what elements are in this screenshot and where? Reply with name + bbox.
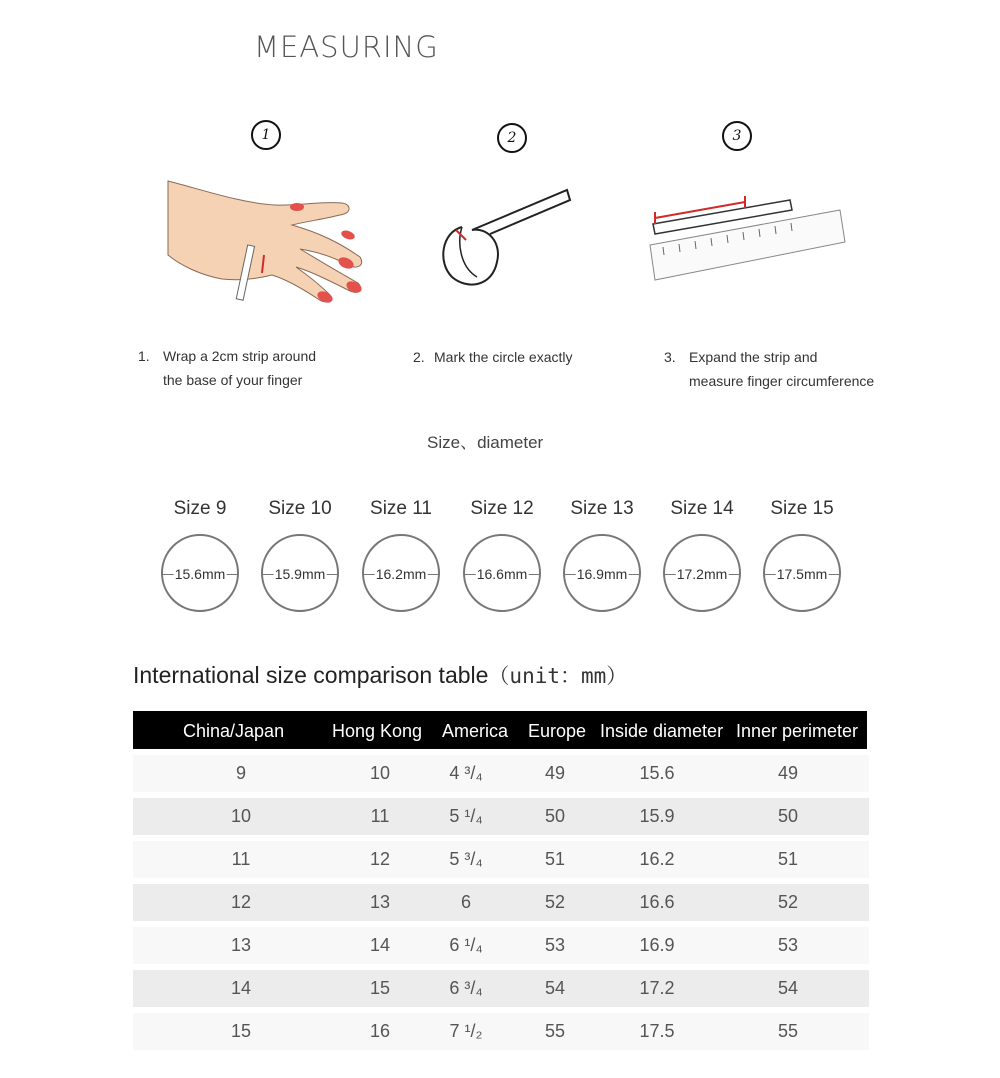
table-title: International size comparison table（unit：mm） xyxy=(133,662,628,688)
size-circle: 15.9mm xyxy=(261,534,339,612)
size-item xyxy=(552,495,652,612)
col-header-hong-kong: Hong Kong xyxy=(332,721,423,741)
strip-loop-illustration xyxy=(432,182,577,297)
size-item xyxy=(752,495,852,612)
col-header-inner-perimeter: Inner perimeter xyxy=(736,721,859,741)
size-circle: 17.5mm xyxy=(763,534,841,612)
size-circle: 15.6mm xyxy=(161,534,239,612)
size-label: Size 9 xyxy=(173,498,227,519)
instruction-1: 1. Wrap a 2cm strip around the base of your finger xyxy=(138,348,317,388)
table-unit: （unit：mm） xyxy=(488,664,628,688)
table-row: 13 14 6 ¹/₄ 53 16.9 53 xyxy=(133,927,869,964)
step-1-badge: 1 xyxy=(251,120,281,150)
table-row: 9 10 4 ³/₄ 49 15.6 49 xyxy=(133,755,869,792)
size-item xyxy=(452,495,552,612)
col-header-america: America xyxy=(442,721,509,741)
page-title: MEASURING xyxy=(254,30,439,64)
size-item xyxy=(150,495,250,612)
size-label: Size 12 xyxy=(470,498,534,519)
instruction-2: 2. Mark the circle exactly xyxy=(413,349,573,365)
table-header xyxy=(133,711,867,749)
size-item xyxy=(250,495,350,612)
table-row: 12 13 6 52 16.6 52 xyxy=(133,884,869,921)
col-header-inside-diameter: Inside diameter xyxy=(600,721,724,741)
table-row: 14 15 6 ³/₄ 54 17.2 54 xyxy=(133,970,869,1007)
table-row: 15 16 7 ¹/₂ 55 17.5 55 xyxy=(133,1013,869,1050)
size-circle: 16.9mm xyxy=(563,534,641,612)
size-circle: 16.2mm xyxy=(362,534,440,612)
size-circle: 17.2mm xyxy=(663,534,741,612)
size-item xyxy=(351,495,451,612)
size-label: Size 10 xyxy=(268,498,332,519)
ruler-illustration xyxy=(645,190,855,285)
size-circle: 16.6mm xyxy=(463,534,541,612)
col-header-europe: Europe xyxy=(528,721,587,741)
instruction-3: 3. Expand the strip and measure finger circumference xyxy=(664,349,875,389)
hand-wrap-illustration xyxy=(160,175,380,310)
col-header-china-japan: China/Japan xyxy=(183,721,285,741)
size-item xyxy=(652,495,752,612)
table-row: 10 11 5 ¹/₄ 50 15.9 50 xyxy=(133,798,869,835)
size-label: Size 13 xyxy=(570,498,634,519)
step-2-badge: 2 xyxy=(497,123,527,153)
step-3-badge: 3 xyxy=(722,121,752,151)
size-label: Size 14 xyxy=(670,498,734,519)
size-label: Size 11 xyxy=(370,498,432,519)
table-row: 11 12 5 ³/₄ 51 16.2 51 xyxy=(133,841,869,878)
size-diameter-heading: Size、diameter xyxy=(427,433,544,452)
size-label: Size 15 xyxy=(770,498,834,519)
